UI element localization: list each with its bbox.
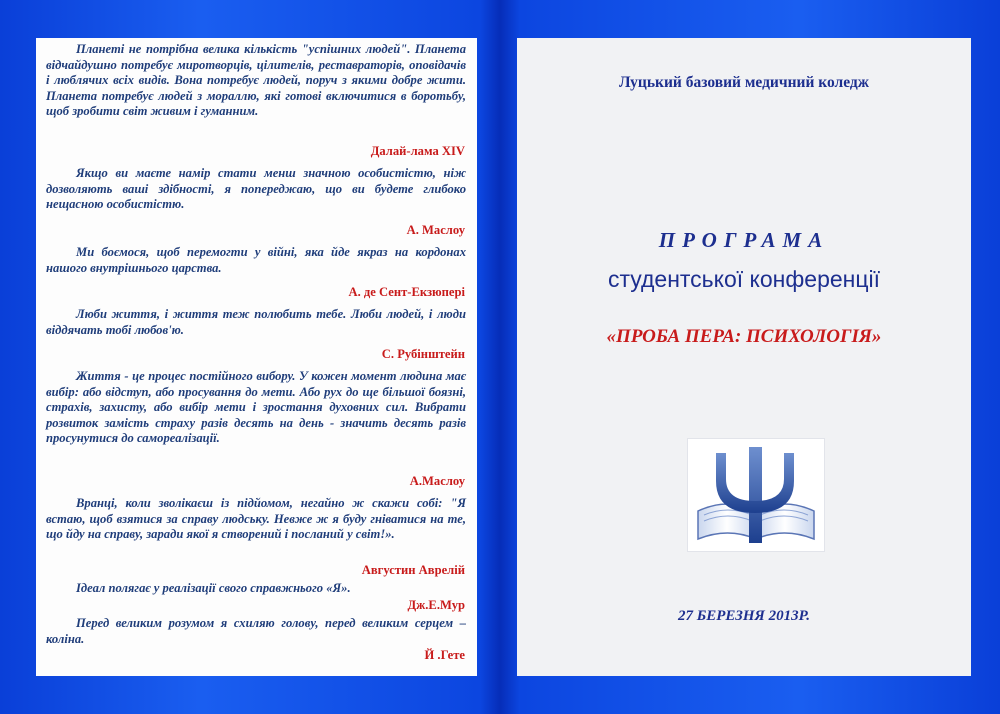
quote-5: Життя - це процес постійного вибору. У кожен момент людина має вибір: або відступ, або просування до мети. Або рух до ще більшої боязні, страхів, захисту, або вибір мети і зростання духовних сил. Вибрати розвиток замість страху разів десять на день - значить десять разів просунутися до самореалізації. [46,369,466,445]
quote-5-author: А.Маслоу [409,474,465,488]
psi-book-icon [687,438,825,552]
quote-4: Люби життя, і життя теж полюбить тебе. Люби людей, і люди віддячать тобі любов'ю. [46,307,466,337]
quote-8: Перед великим розумом я схиляю голову, перед великим серцем – коліна. [46,616,466,646]
conference-date: 27 БЕРЕЗНЯ 2013Р. [677,608,811,624]
conference-title: «ПРОБА ПЕРА: ПСИХОЛОГІЯ» [606,326,882,347]
quote-6-author: Августин Аврелій [361,563,465,577]
quote-7-author: Дж.Е.Мур [407,598,465,612]
quote-6: Вранці, коли зволікаєш із підйомом, негайно ж скажи собі: "Я встаю, щоб взятися за справу людську. Невже ж я буду гніватися на те, що йду на справу, заради якої я створений і посланий у світ!». [46,496,466,541]
quote-3: Ми боємося, щоб перемогти у війні, яка йде якраз на кордонах нашого внутрішнього царства. [46,245,466,275]
right-page [517,38,971,676]
left-page [36,38,477,676]
college-name: Луцький базовий медичний коледж [619,74,869,91]
quote-2: Якщо ви маєте намір стати менш значною особистістю, ніж дозволяють ваші здібності, я попереджаю, що ви будете глибоко нещасною особистістю. [46,166,466,211]
quote-2-author: А. Маслоу [406,223,465,237]
program-heading: ПРОГРАМА [658,228,830,252]
quote-7: Ідеал полягає у реалізації свого справжнього «Я». [76,581,351,595]
quote-8-author: Й .Гете [424,648,465,662]
quote-1-author: Далай-лама XIV [370,144,465,158]
quote-3-author: А. де Сент-Екзюпері [348,285,465,299]
conference-subtitle: студентської конференції [607,266,881,292]
quote-4-author: С. Рубінштейн [381,347,465,361]
quote-1: Планеті не потрібна велика кількість "успішних людей". Планета відчайдушно потребує миротворців, цілителів, реставраторів, оповідачів і люблячих всіх видів. Вона потребує людей, поруч з якими добре жити. Планета потребує людей з мораллю, які готові включитися в боротьбу, щоб зробити світ живим і гуманним. [46,42,466,118]
